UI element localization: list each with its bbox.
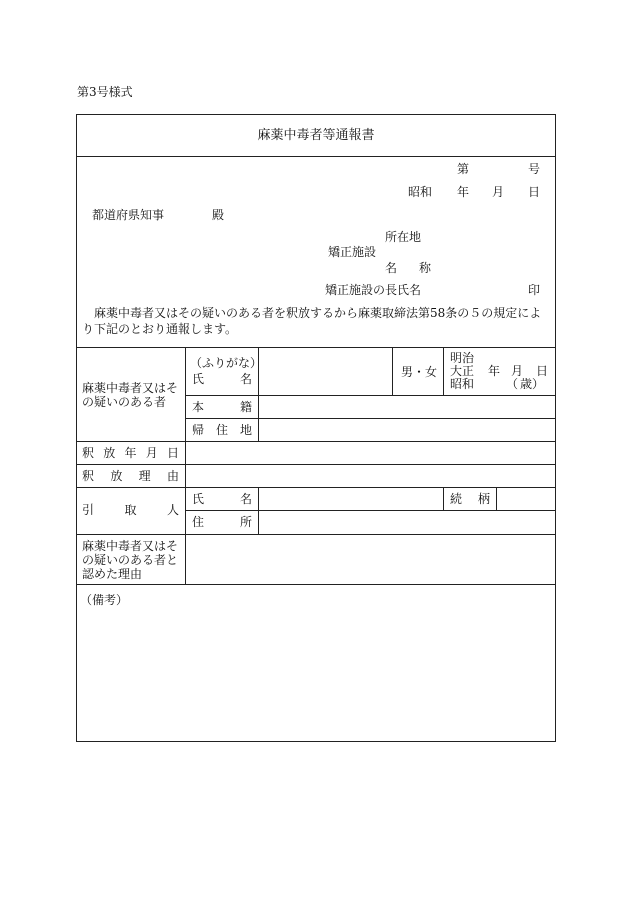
row-divider-domicile xyxy=(185,418,556,419)
honorific: 殿 xyxy=(212,208,225,222)
header-divider xyxy=(76,347,556,348)
row-divider-name xyxy=(185,395,556,396)
row-divider-release-date xyxy=(76,464,556,465)
guardian-address-label: 住 所 xyxy=(192,515,252,529)
form-title: 麻薬中毒者等通報書 xyxy=(257,128,375,143)
release-date-label: 釈 放 年 月 日 xyxy=(82,446,179,460)
facility-label: 矯正施設 xyxy=(328,245,377,259)
location-label: 所在地 xyxy=(385,230,422,244)
remarks-label: （備考） xyxy=(80,593,129,607)
furigana-label: （ふりがな） xyxy=(190,356,263,370)
row-divider-release-reason xyxy=(76,487,556,488)
label-column-divider xyxy=(185,347,186,584)
release-reason-label: 釈 放 理 由 xyxy=(82,469,179,483)
guardian-name-label: 氏 名 xyxy=(192,492,252,506)
subject-name-label: 氏 名 xyxy=(192,372,252,386)
guardian-label: 引 取 人 xyxy=(82,503,179,517)
date-day: 日 xyxy=(528,185,541,199)
notification-statement: 麻薬中毒者又はその疑いのある者を釈放するから麻薬取締法第58条の５の規定により下記のとおり通報します。 xyxy=(82,306,542,336)
row-divider-guardian-name xyxy=(185,510,556,511)
form-number: 第3号様式 xyxy=(77,85,133,99)
director-name-label: 矯正施設の長氏名 xyxy=(325,283,422,297)
age-label: 歳） xyxy=(520,377,545,391)
guardian-subcolumn-divider xyxy=(258,487,259,534)
gender-right-divider xyxy=(443,347,444,395)
title-divider xyxy=(76,156,556,157)
gender-left-divider xyxy=(392,347,393,395)
gender-options: 男・女 xyxy=(401,365,438,379)
birth-month: 月 xyxy=(511,364,524,378)
relation-right-divider xyxy=(496,487,497,510)
addressee: 都道府県知事 xyxy=(92,208,165,222)
relation-label: 続 柄 xyxy=(450,492,490,506)
date-month: 月 xyxy=(492,185,505,199)
row-divider-guardian xyxy=(76,534,556,535)
domicile-label: 本 籍 xyxy=(192,400,252,414)
seal-mark: 印 xyxy=(528,283,541,297)
residence-label: 帰 住 地 xyxy=(192,423,252,437)
birth-year: 年 xyxy=(488,364,501,378)
birth-day: 日 xyxy=(536,364,549,378)
subject-label: 麻薬中毒者又はそ の疑いのある者 xyxy=(82,381,179,409)
birth-era-options: 明治 大正 昭和 xyxy=(450,351,475,391)
row-divider-reason xyxy=(76,584,556,585)
relation-left-divider xyxy=(443,487,444,510)
reason-label: 麻薬中毒者又はそ の疑いのある者と 認めた理由 xyxy=(82,539,179,581)
number-suffix: 号 xyxy=(528,162,541,176)
number-prefix: 第 xyxy=(457,162,470,176)
age-open-paren: （ xyxy=(506,377,519,391)
date-year: 年 xyxy=(457,185,470,199)
date-era: 昭和 xyxy=(408,185,433,199)
facility-name-label: 名 称 xyxy=(385,261,431,275)
row-divider-residence xyxy=(76,441,556,442)
